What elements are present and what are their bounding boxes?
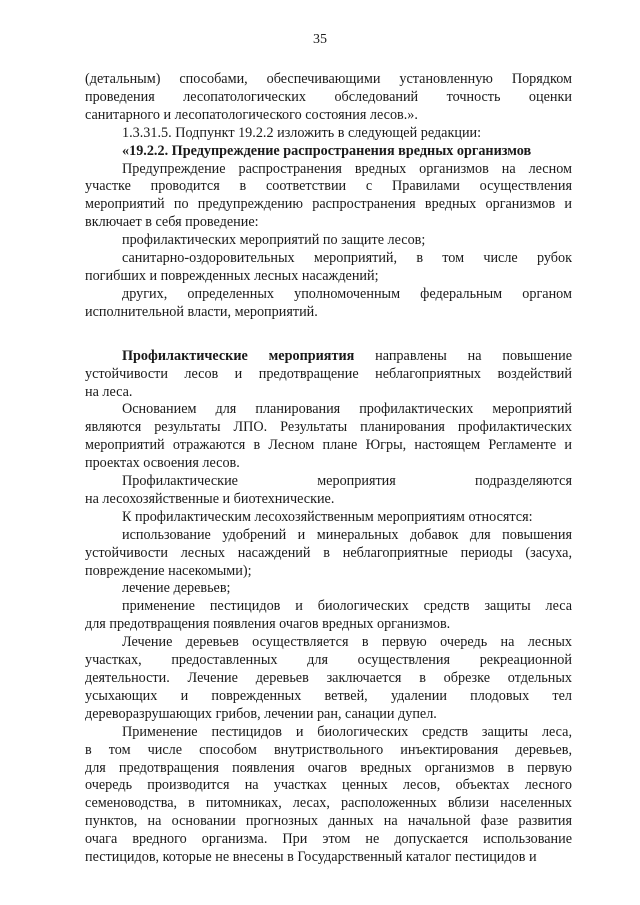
text-line: пестицидов, которые не внесены в Государственный каталог пестицидов и [85,849,537,866]
text-line: включает в себя проведение: [85,214,259,231]
paragraph [85,250,572,286]
document-body [85,71,572,867]
paragraph [85,473,572,509]
text-line: дереворазрушающих грибов, лечении ран, санации дупел. [85,705,437,722]
text-line: Лечение деревьев осуществляется в первую очередь на лесных [122,634,572,651]
text-line: семеноводства, в питомниках, лесах, расположенных вблизи населенных [85,795,572,812]
text-line: «19.2.2. Предупреждение распространения вредных организмов [122,142,532,159]
text-line: для предотвращения появления очагов вредных организмов в первую [85,759,572,776]
paragraph [85,161,572,233]
text-line: 1.3.31.5. Подпункт 19.2.2 изложить в следующей редакции: [122,124,482,141]
paragraph [85,125,572,143]
paragraph [85,143,572,161]
paragraph [85,527,572,581]
text-line: применение пестицидов и биологических средств защиты леса [122,598,572,615]
text-line: проектах освоения лесов. [85,455,240,472]
text-line: устойчивости лесов и предотвращение неблагоприятных воздействий [85,365,572,382]
text-line: деятельности. Лечение деревьев заключается в обрезке отдельных [85,670,572,686]
text-line: санитарного и лесопатологического состояния лесов.». [85,106,418,123]
text-line: погибших и поврежденных лесных насаждений; [85,267,379,284]
paragraph-gap [85,322,572,348]
text-line: участке проводится в соответствии с Правилами осуществления [85,178,572,195]
text-line: являются результаты ЛПО. Результаты планирования профилактических [85,419,572,436]
paragraph [85,348,572,402]
text-line: санитарно-оздоровительных мероприятий, в том числе рубок [122,250,572,267]
paragraph [85,598,572,634]
paragraph [85,286,572,322]
paragraph [85,509,572,527]
text-line: (детальным) способами, обеспечивающими установленную Порядком [85,71,572,87]
paragraph [85,401,572,473]
text-line: исполнительной власти, мероприятий. [85,303,318,320]
text-line: мероприятий отражаются в Лесном плане Югры, настоящем Регламенте и [85,437,572,454]
text-line: участках, предоставленных для осуществления рекреационной [85,652,572,669]
text-line: проведения лесопатологических обследований точность оценки [85,88,572,105]
paragraph [85,71,572,125]
text-line: очага вредного организма. При этом не допускается использование [85,831,572,848]
text-line: Основанием для планирования профилактических мероприятий [122,401,572,418]
text-line: в том числе способом внутриствольного инъектирования деревьев, [85,741,572,758]
text-line [85,348,572,366]
page-number: 35 [313,32,327,47]
text-line: на леса. [85,383,133,400]
text-line: других, определенных уполномоченным федеральным органом [122,285,572,302]
text-line: очередь производится на участках ценных лесов, объектах лесного [85,777,572,794]
text-line: усыхающих и поврежденных ветвей, удалении плодовых тел [85,687,572,704]
text-line: мероприятий по предупреждению распространения вредных организмов и [85,196,572,213]
text-line: Применение пестицидов и биологических средств защиты леса, [122,723,572,740]
paragraph [85,724,572,867]
bold-term: Профилактические мероприятия [122,347,355,364]
paragraph [85,580,572,598]
text-line: Предупреждение распространения вредных организмов на лесном [122,160,572,177]
text-line: лечение деревьев; [122,580,231,597]
text-line: для предотвращения появления очагов вредных организмов. [85,616,451,633]
text-line: на лесохозяйственные и биотехнические. [85,490,335,507]
text-line: повреждение насекомыми); [85,562,252,579]
text-line: пунктов, на основании прогнозных данных на начальной фазе развития [85,813,572,830]
text-line: профилактических мероприятий по защите лесов; [122,232,426,249]
text-line: К профилактическим лесохозяйственным мероприятиям относятся: [122,508,533,525]
text-line: использование удобрений и минеральных добавок для повышения [122,526,572,543]
text-line: Профилактические мероприятия подразделяются [122,473,572,490]
paragraph [85,232,572,250]
text-run: направлены на повышение [354,347,572,364]
paragraph [85,634,572,724]
text-line: устойчивости лесных насаждений в неблагоприятные периоды (засуха, [85,544,572,561]
